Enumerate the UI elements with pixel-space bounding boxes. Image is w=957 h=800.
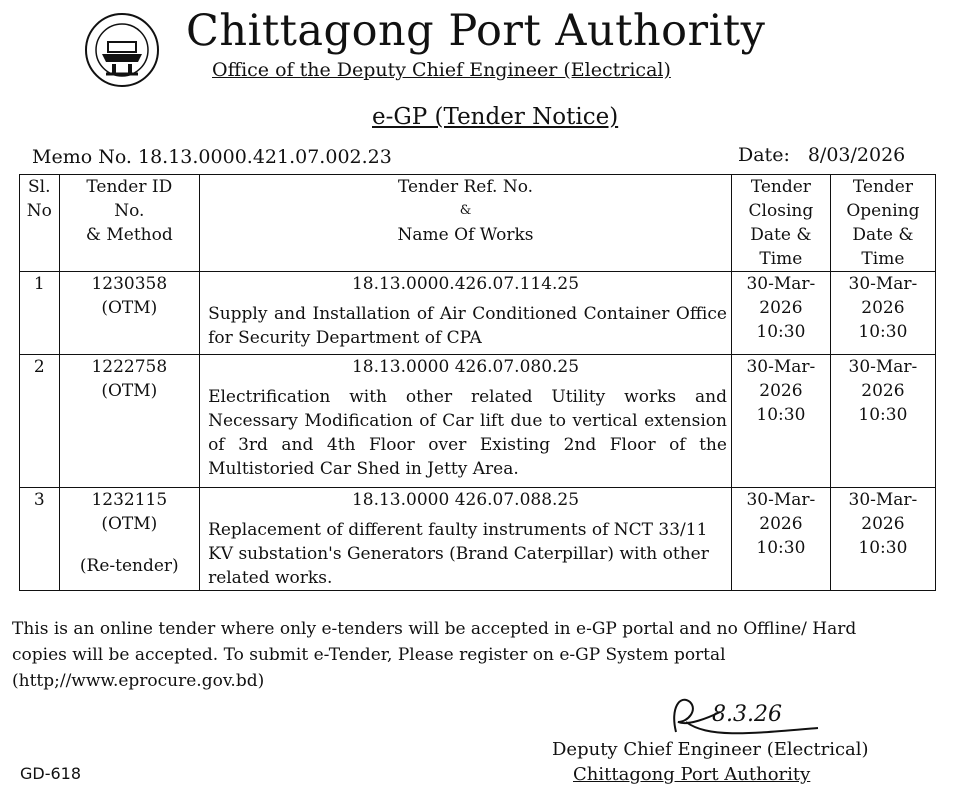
cell-ref-works: 18.13.0000 426.07.088.25 Replacement of different faulty instruments of NCT 33/11 KV substation's Generators (Brand Caterpillar) with other related works. bbox=[200, 488, 732, 591]
cell-opening: 30-Mar- 2026 10:30 bbox=[830, 488, 935, 591]
table-header-row bbox=[20, 175, 936, 272]
signature-date: 8.3.26 bbox=[712, 702, 782, 727]
date-value: 8/03/2026 bbox=[807, 144, 906, 166]
notice-date bbox=[738, 144, 905, 166]
cell-ref-works: 18.13.0000 426.07.080.25 Electrification with other related Utility works and Necessary Modification of Car lift due to vertical extension of 3rd and 4th Floor over Existing 2nd Floor of the Multistoried Car Shed in Jetty Area. bbox=[200, 355, 732, 488]
cell-closing: 30-Mar- 2026 10:30 bbox=[731, 488, 830, 591]
cell-closing: 30-Mar- 2026 10:30 bbox=[731, 355, 830, 488]
header-opening: Tender Opening Date & Time bbox=[830, 175, 935, 272]
cell-tender-id: 1230358 (OTM) bbox=[59, 272, 200, 355]
cell-opening: 30-Mar- 2026 10:30 bbox=[830, 355, 935, 488]
signatory-organization: Chittagong Port Authority bbox=[573, 764, 811, 785]
tender-instructions: This is an online tender where only e-tenders will be accepted in e-GP portal and no Offline/ Hard copies will be accepted. To submit e-Tender, Please register on e-GP System portal (http;//www.eprocure.gov.bd) bbox=[12, 619, 857, 691]
cell-sl: 1 bbox=[20, 272, 60, 355]
office-subtitle: Office of the Deputy Chief Engineer (Electrical) bbox=[212, 59, 671, 81]
signatory-designation: Deputy Chief Engineer (Electrical) bbox=[552, 739, 869, 760]
header-tender-id: Tender ID No. & Method bbox=[59, 175, 200, 272]
cell-sl: 2 bbox=[20, 355, 60, 488]
cell-opening: 30-Mar- 2026 10:30 bbox=[830, 272, 935, 355]
cpa-logo bbox=[84, 12, 160, 88]
header-sl: Sl. No bbox=[20, 175, 60, 272]
date-label: Date: bbox=[738, 144, 790, 166]
header-ref: Tender Ref. No. & Name Of Works bbox=[200, 175, 732, 272]
memo-number: Memo No. 18.13.0000.421.07.002.23 bbox=[32, 146, 392, 168]
document-code: GD-618 bbox=[20, 764, 82, 783]
cell-tender-id: 1222758 (OTM) bbox=[59, 355, 200, 488]
tender-table bbox=[19, 174, 936, 591]
table-row bbox=[20, 355, 936, 488]
cell-ref-works: 18.13.0000.426.07.114.25 Supply and Installation of Air Conditioned Container Office for Security Department of CPA bbox=[200, 272, 732, 355]
table-row bbox=[20, 488, 936, 591]
cell-closing: 30-Mar- 2026 10:30 bbox=[731, 272, 830, 355]
table-row bbox=[20, 272, 936, 355]
cell-tender-id: 1232115 (OTM) (Re-tender) bbox=[59, 488, 200, 591]
organization-title: Chittagong Port Authority bbox=[186, 6, 766, 56]
retender-note: (Re-tender) bbox=[79, 556, 179, 576]
cell-sl: 3 bbox=[20, 488, 60, 591]
notice-title: e-GP (Tender Notice) bbox=[372, 104, 619, 130]
header-closing: Tender Closing Date & Time bbox=[731, 175, 830, 272]
